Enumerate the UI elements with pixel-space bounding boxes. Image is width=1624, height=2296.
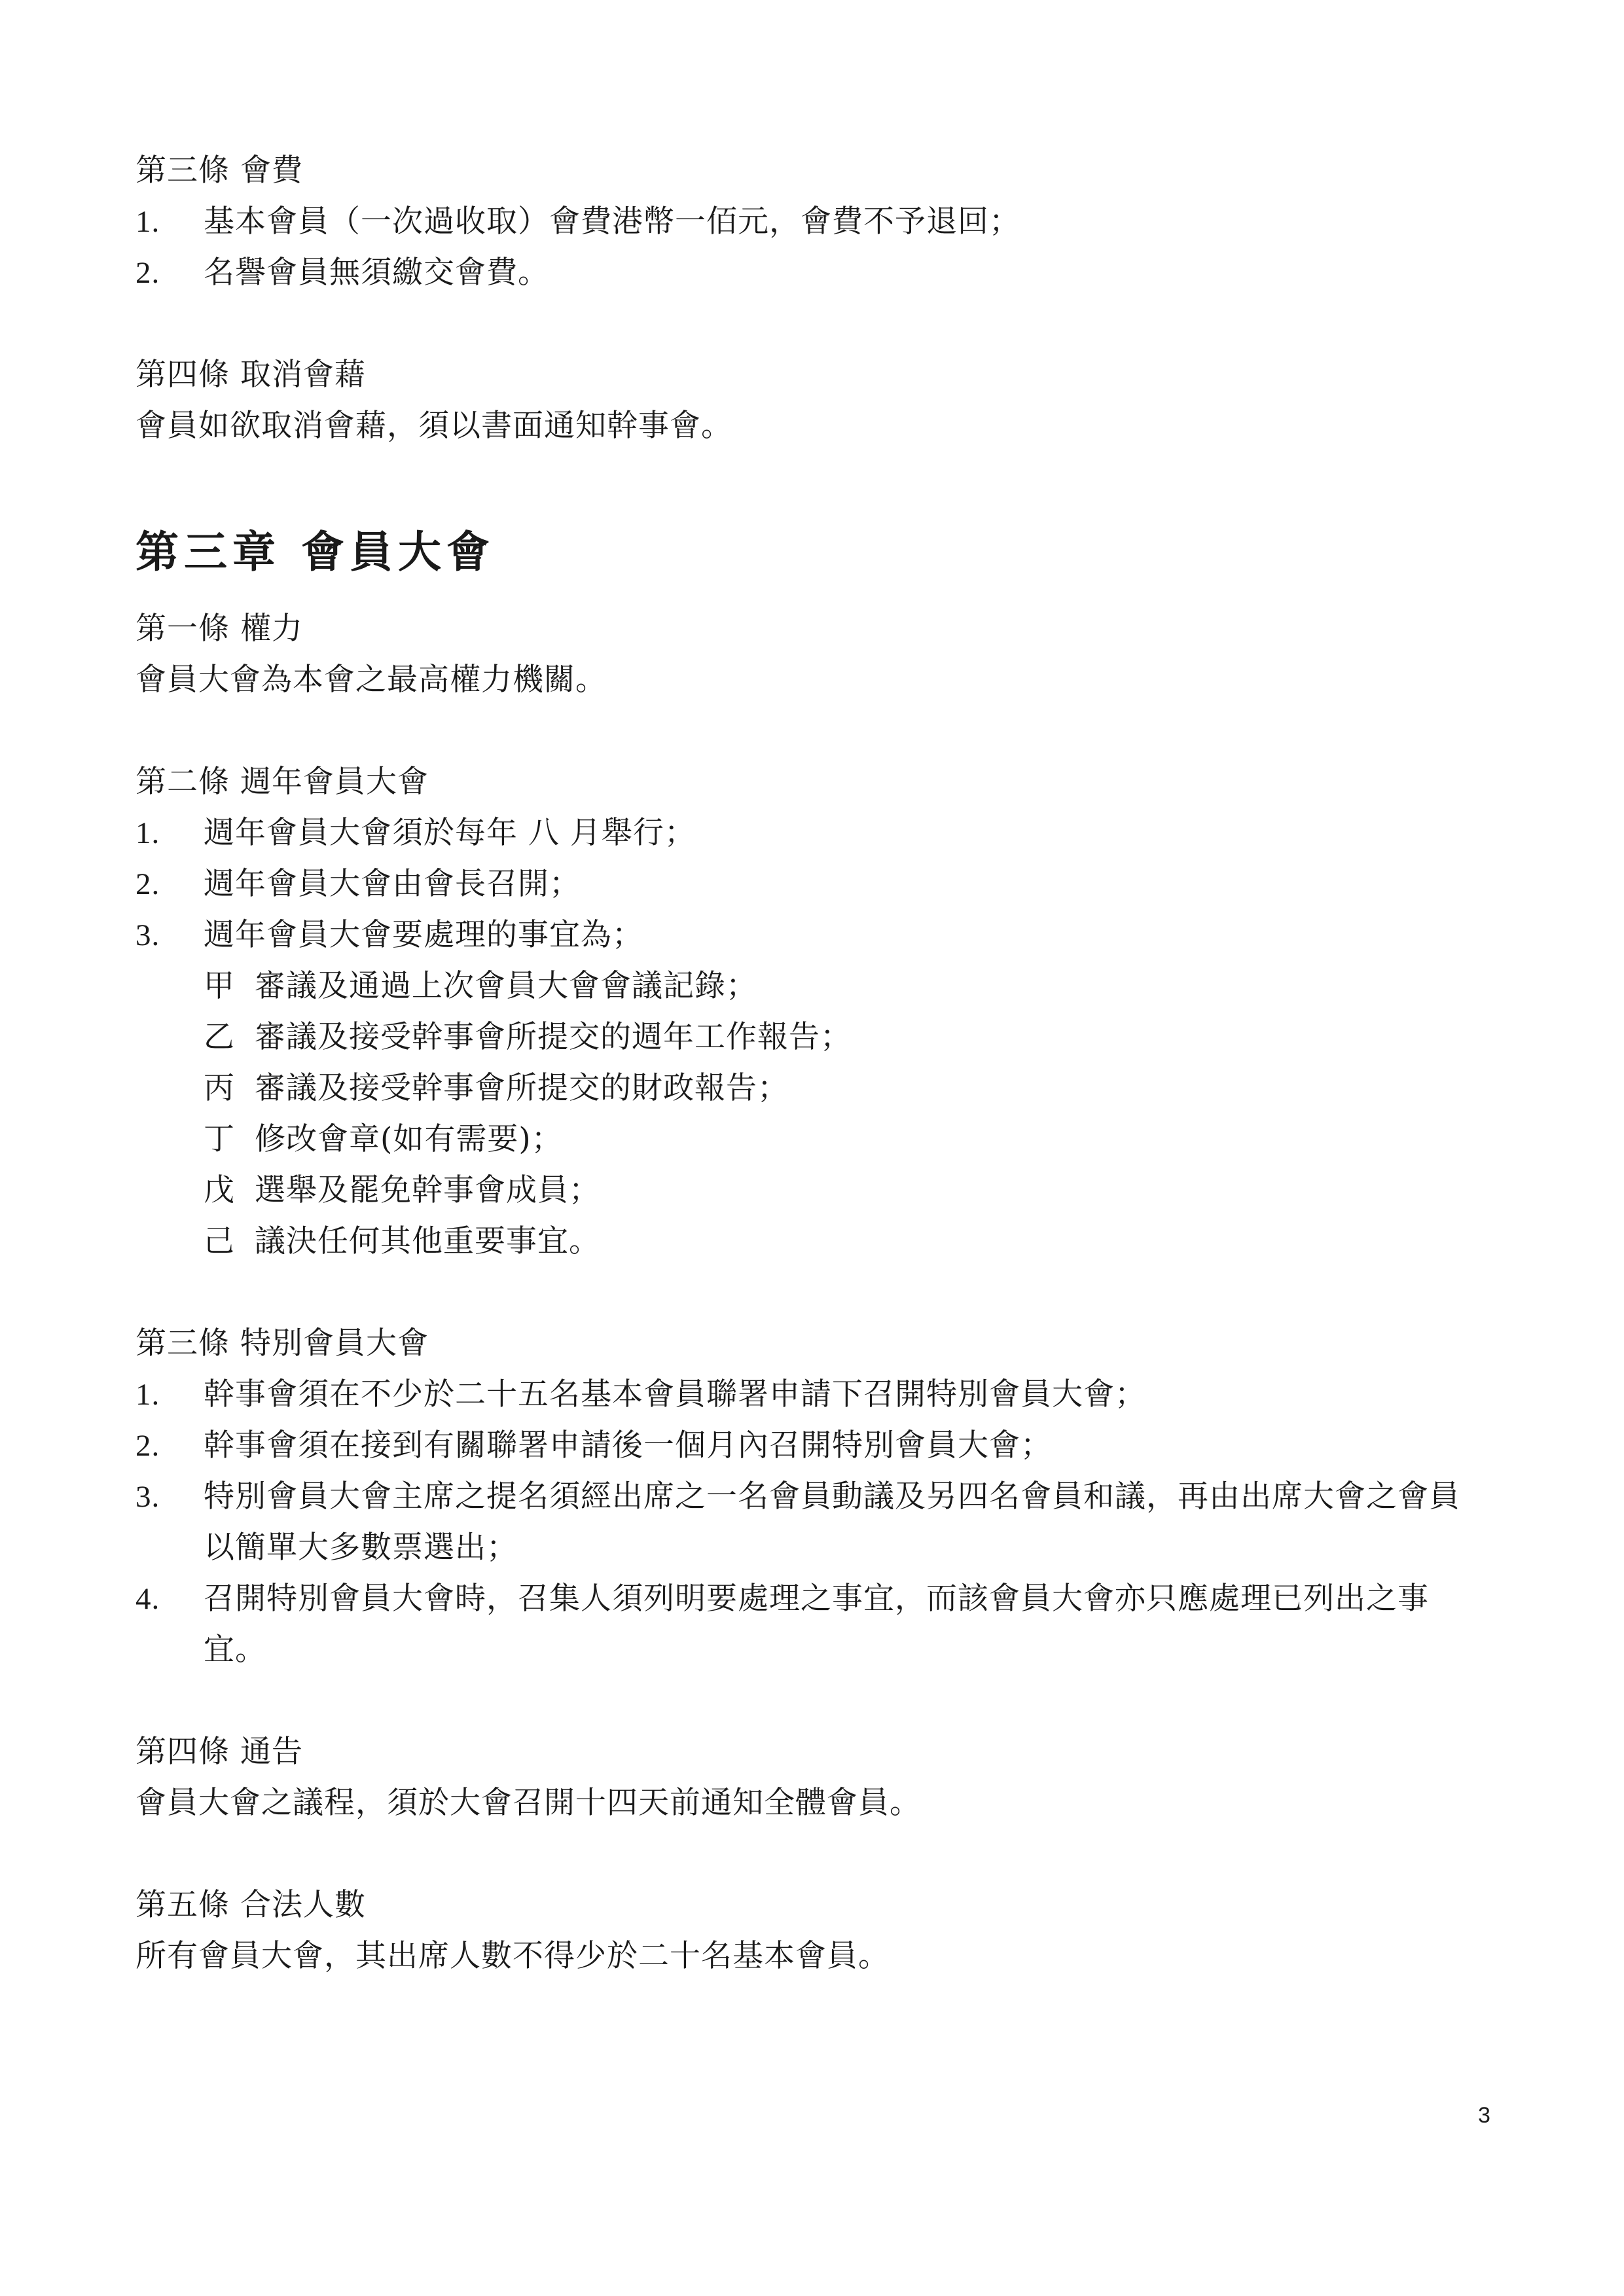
list-text: 幹事會須在接到有關聯署申請後一個月內召開特別會員大會； (204, 1427, 1052, 1463)
sub-item (135, 1114, 1484, 1165)
sub-item-text: 選舉及罷免幹事會成員； (255, 1172, 600, 1208)
article-heading-quorum: 第五條 合法人數 (135, 1887, 366, 1923)
sub-item (135, 1216, 1484, 1267)
document-page (135, 145, 1484, 1982)
list-text: 基本會員（一次過收取）會費港幣一佰元，會費不予退回； (204, 204, 1020, 240)
list-number: 3. (135, 918, 160, 952)
article-heading-notice: 第四條 通告 (135, 1734, 303, 1770)
list-number: 1. (135, 816, 160, 850)
sub-item-text: 審議及接受幹事會所提交的週年工作報告； (255, 1019, 852, 1055)
sub-item (135, 1165, 1484, 1216)
list-text: 名譽會員無須繳交會費。 (204, 255, 549, 291)
list-item (135, 808, 1484, 859)
article-heading-egm: 第三條 特別會員大會 (135, 1325, 429, 1361)
sub-item (135, 1012, 1484, 1063)
sub-item-text: 修改會章(如有需要)； (255, 1121, 563, 1157)
sub-item-mark: 甲 (204, 968, 235, 1004)
chapter-title: 第三章 會員大會 (135, 527, 495, 577)
sub-item-text: 審議及接受幹事會所提交的財政報告； (255, 1070, 789, 1106)
list-number: 2. (135, 256, 160, 290)
sub-item (135, 1063, 1484, 1114)
list-number: 3. (135, 1480, 160, 1514)
list-number: 2. (135, 1429, 160, 1463)
sub-item-mark: 丁 (204, 1121, 235, 1157)
list-item (135, 910, 1484, 961)
sub-item-text: 審議及通過上次會員大會會議記錄； (255, 968, 757, 1004)
list-number: 4. (135, 1582, 160, 1616)
paragraph-quorum: 所有會員大會，其出席人數不得少於二十名基本會員。 (135, 1938, 890, 1974)
list-item (135, 247, 1484, 298)
list-text: 特別會員大會主席之提名須經出席之一名會員動議及另四名會員和議，再由出席大會之會員以簡單大多數票選出； (204, 1479, 1460, 1566)
article-heading-power: 第一條 權力 (135, 611, 303, 647)
list-item (135, 1471, 1484, 1573)
list-text: 週年會員大會須於每年 八 月舉行； (204, 815, 696, 851)
paragraph-power: 會員大會為本會之最高權力機關。 (135, 662, 607, 698)
list-text: 週年會員大會要處理的事宜為； (204, 917, 643, 953)
page-number: 3 (1478, 2103, 1490, 2128)
sub-item-mark: 己 (204, 1223, 235, 1259)
list-item (135, 1420, 1484, 1471)
list-item (135, 1573, 1484, 1676)
sub-item (135, 961, 1484, 1012)
list-number: 2. (135, 867, 160, 901)
sub-item-text: 議決任何其他重要事宜。 (255, 1223, 600, 1259)
sub-item-mark: 丙 (204, 1070, 235, 1106)
article-heading-cancel: 第四條 取消會藉 (135, 357, 366, 393)
sub-item-mark: 戊 (204, 1172, 235, 1208)
list-number: 1. (135, 205, 160, 239)
list-item (135, 196, 1484, 247)
list-item (135, 1369, 1484, 1420)
sub-item-mark: 乙 (204, 1019, 235, 1055)
paragraph-notice: 會員大會之議程，須於大會召開十四天前通知全體會員。 (135, 1785, 921, 1821)
list-text: 週年會員大會由會長召開； (204, 866, 581, 902)
list-text: 幹事會須在不少於二十五名基本會員聯署申請下召開特別會員大會； (204, 1376, 1146, 1412)
list-text: 召開特別會員大會時，召集人須列明要處理之事宜，而該會員大會亦只應處理已列出之事宜。 (204, 1581, 1429, 1668)
paragraph-cancel: 會員如欲取消會藉，須以書面通知幹事會。 (135, 408, 732, 444)
list-item (135, 859, 1484, 910)
article-heading-fees: 第三條 會費 (135, 152, 303, 188)
list-number: 1. (135, 1378, 160, 1412)
article-heading-agm: 第二條 週年會員大會 (135, 764, 429, 800)
